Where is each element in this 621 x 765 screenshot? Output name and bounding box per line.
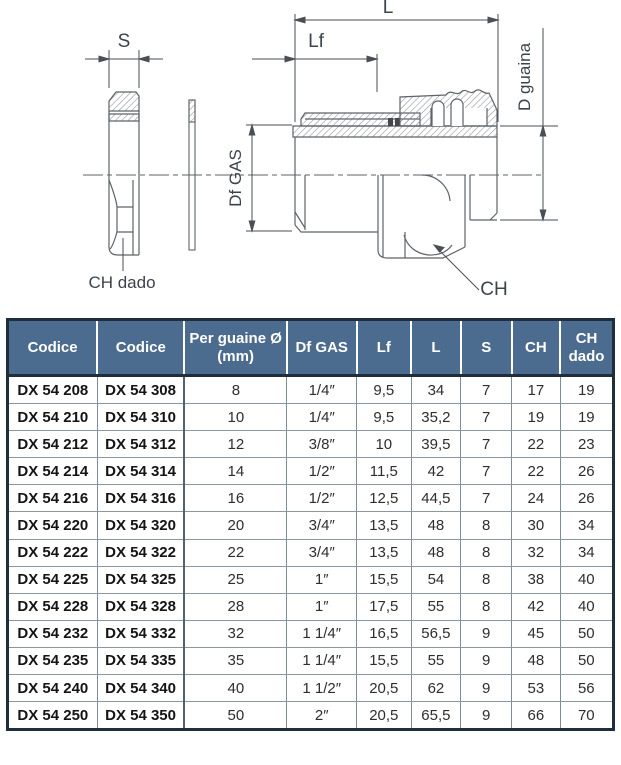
value-cell: 9,5 <box>357 376 412 404</box>
codice-cell: DX 54 235 <box>8 647 98 674</box>
value-cell: 1/2″ <box>287 458 357 485</box>
value-cell: 32 <box>512 539 560 566</box>
table-row <box>8 458 614 485</box>
column-header-8: CH <box>512 320 560 376</box>
codice-cell: DX 54 250 <box>8 702 98 730</box>
value-cell: 15,5 <box>357 647 412 674</box>
value-cell: 17 <box>512 376 560 404</box>
column-header-3: Per guaine Ø (mm) <box>184 320 286 376</box>
value-cell: 48 <box>411 539 461 566</box>
value-cell: 45 <box>512 620 560 647</box>
codice-cell: DX 54 328 <box>97 593 184 620</box>
value-cell: 7 <box>461 376 512 404</box>
value-cell: 34 <box>560 539 613 566</box>
value-cell: 40 <box>560 566 613 593</box>
codice-cell: DX 54 212 <box>8 431 98 458</box>
codice-cell: DX 54 232 <box>8 620 98 647</box>
value-cell: 9,5 <box>357 404 412 431</box>
value-cell: 35,2 <box>411 404 461 431</box>
codice-cell: DX 54 312 <box>97 431 184 458</box>
ch-label: CH <box>480 279 508 300</box>
value-cell: 11,5 <box>357 458 412 485</box>
value-cell: 26 <box>560 458 613 485</box>
value-cell: 19 <box>512 404 560 431</box>
column-header-7: S <box>461 320 512 376</box>
value-cell: 9 <box>461 647 512 674</box>
spec-table <box>6 318 615 731</box>
column-header-2: Codice <box>97 320 184 376</box>
table-row <box>8 566 614 593</box>
value-cell: 1/4″ <box>287 376 357 404</box>
value-cell: 19 <box>560 376 613 404</box>
value-cell: 20,5 <box>357 675 412 702</box>
value-cell: 8 <box>184 376 286 404</box>
value-cell: 20,5 <box>357 702 412 730</box>
value-cell: 1 1/4″ <box>287 647 357 674</box>
table-row <box>8 593 614 620</box>
value-cell: 50 <box>560 620 613 647</box>
value-cell: 30 <box>512 512 560 539</box>
value-cell: 22 <box>512 431 560 458</box>
value-cell: 7 <box>461 458 512 485</box>
codice-cell: DX 54 225 <box>8 566 98 593</box>
table-row <box>8 376 614 404</box>
value-cell: 8 <box>461 539 512 566</box>
value-cell: 10 <box>357 431 412 458</box>
value-cell: 8 <box>461 512 512 539</box>
value-cell: 7 <box>461 404 512 431</box>
value-cell: 16 <box>184 485 286 512</box>
codice-cell: DX 54 335 <box>97 647 184 674</box>
value-cell: 22 <box>184 539 286 566</box>
value-cell: 1/4″ <box>287 404 357 431</box>
table-row <box>8 404 614 431</box>
table-row <box>8 675 614 702</box>
value-cell: 7 <box>461 431 512 458</box>
codice-cell: DX 54 222 <box>8 539 98 566</box>
codice-cell: DX 54 340 <box>97 675 184 702</box>
value-cell: 28 <box>184 593 286 620</box>
table-row <box>8 539 614 566</box>
dimension-lf <box>252 54 377 92</box>
ch-dado-label: CH dado <box>88 273 156 292</box>
codice-cell: DX 54 310 <box>97 404 184 431</box>
value-cell: 24 <box>512 485 560 512</box>
value-cell: 1 1/4″ <box>287 620 357 647</box>
value-cell: 7 <box>461 485 512 512</box>
value-cell: 17,5 <box>357 593 412 620</box>
value-cell: 10 <box>184 404 286 431</box>
table-row <box>8 702 614 730</box>
table-row <box>8 620 614 647</box>
value-cell: 50 <box>184 702 286 730</box>
value-cell: 16,5 <box>357 620 412 647</box>
value-cell: 66 <box>512 702 560 730</box>
value-cell: 1″ <box>287 593 357 620</box>
codice-cell: DX 54 316 <box>97 485 184 512</box>
value-cell: 12 <box>184 431 286 458</box>
value-cell: 50 <box>560 647 613 674</box>
value-cell: 26 <box>560 485 613 512</box>
value-cell: 44,5 <box>411 485 461 512</box>
value-cell: 48 <box>512 647 560 674</box>
value-cell: 53 <box>512 675 560 702</box>
codice-cell: DX 54 208 <box>8 376 98 404</box>
column-header-9: CH dado <box>560 320 613 376</box>
value-cell: 32 <box>184 620 286 647</box>
value-cell: 48 <box>411 512 461 539</box>
value-cell: 56 <box>560 675 613 702</box>
dimension-s-label: S <box>117 31 131 52</box>
table-row <box>8 485 614 512</box>
value-cell: 3/8″ <box>287 431 357 458</box>
nut-side-view <box>109 92 139 255</box>
value-cell: 8 <box>461 593 512 620</box>
value-cell: 9 <box>461 675 512 702</box>
table-row <box>8 647 614 674</box>
value-cell: 55 <box>411 647 461 674</box>
fitting-body <box>293 90 497 258</box>
column-header-1: Codice <box>8 320 98 376</box>
value-cell: 65,5 <box>411 702 461 730</box>
codice-cell: DX 54 314 <box>97 458 184 485</box>
value-cell: 1 1/2″ <box>287 675 357 702</box>
codice-cell: DX 54 322 <box>97 539 184 566</box>
value-cell: 9 <box>461 620 512 647</box>
value-cell: 42 <box>411 458 461 485</box>
value-cell: 40 <box>184 675 286 702</box>
column-header-6: L <box>411 320 461 376</box>
value-cell: 23 <box>560 431 613 458</box>
value-cell: 34 <box>560 512 613 539</box>
value-cell: 39,5 <box>411 431 461 458</box>
codice-cell: DX 54 240 <box>8 675 98 702</box>
dimension-df-gas <box>246 125 292 231</box>
spec-table-header <box>8 320 614 376</box>
value-cell: 1″ <box>287 566 357 593</box>
value-cell: 3/4″ <box>287 512 357 539</box>
table-row <box>8 512 614 539</box>
codice-cell: DX 54 308 <box>97 376 184 404</box>
dimension-l-label: L <box>382 0 394 18</box>
column-header-4: Df GAS <box>287 320 357 376</box>
value-cell: 25 <box>184 566 286 593</box>
table-row <box>8 431 614 458</box>
value-cell: 20 <box>184 512 286 539</box>
value-cell: 42 <box>512 593 560 620</box>
value-cell: 8 <box>461 566 512 593</box>
codice-cell: DX 54 325 <box>97 566 184 593</box>
value-cell: 22 <box>512 458 560 485</box>
value-cell: 3/4″ <box>287 539 357 566</box>
value-cell: 54 <box>411 566 461 593</box>
value-cell: 55 <box>411 593 461 620</box>
column-header-5: Lf <box>357 320 412 376</box>
dimension-lf-label: Lf <box>308 31 324 52</box>
value-cell: 13,5 <box>357 512 412 539</box>
value-cell: 40 <box>560 593 613 620</box>
value-cell: 9 <box>461 702 512 730</box>
value-cell: 12,5 <box>357 485 412 512</box>
codice-cell: DX 54 228 <box>8 593 98 620</box>
value-cell: 2″ <box>287 702 357 730</box>
dimension-df-gas-label: Df GAS <box>226 149 245 207</box>
technical-drawing <box>0 0 621 316</box>
value-cell: 1/2″ <box>287 485 357 512</box>
value-cell: 13,5 <box>357 539 412 566</box>
value-cell: 14 <box>184 458 286 485</box>
value-cell: 19 <box>560 404 613 431</box>
codice-cell: DX 54 214 <box>8 458 98 485</box>
value-cell: 70 <box>577 706 595 724</box>
codice-cell: DX 54 320 <box>97 512 184 539</box>
value-cell: 35 <box>184 647 286 674</box>
codice-cell: DX 54 210 <box>8 404 98 431</box>
value-cell: 62 <box>411 675 461 702</box>
value-cell: 38 <box>512 566 560 593</box>
value-cell: 34 <box>411 376 461 404</box>
value-cell: 56,5 <box>411 620 461 647</box>
codice-cell: DX 54 350 <box>97 702 184 730</box>
dimension-d-guaina-label: D guaina <box>515 42 534 112</box>
dimension-s <box>85 50 163 88</box>
value-cell: 15,5 <box>357 566 412 593</box>
codice-cell: DX 54 220 <box>8 512 98 539</box>
codice-cell: DX 54 216 <box>8 485 98 512</box>
codice-cell: DX 54 332 <box>97 620 184 647</box>
